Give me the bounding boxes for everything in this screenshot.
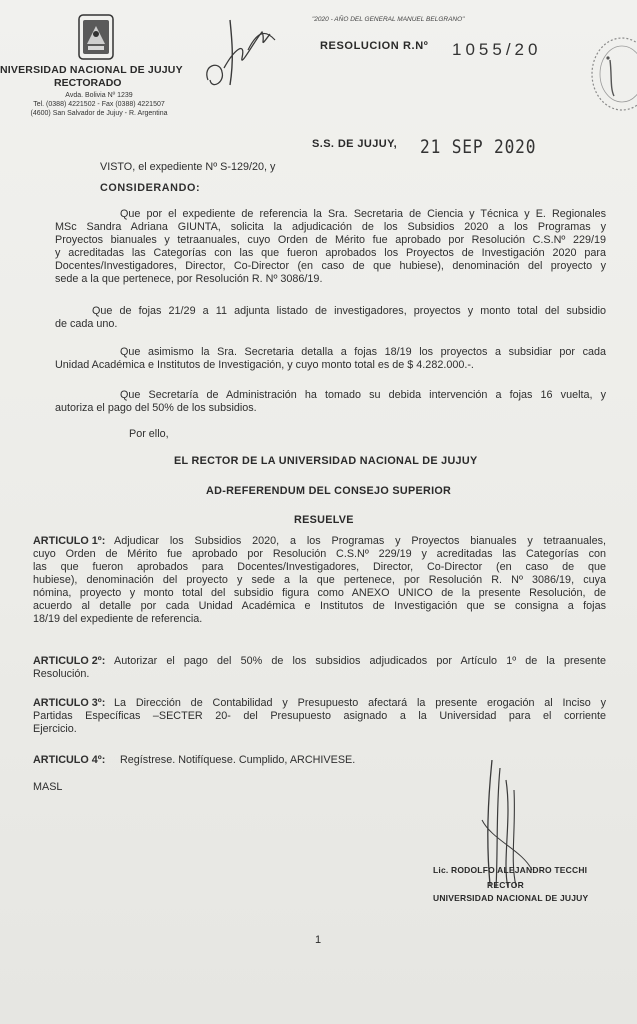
- university-crest-icon: [78, 14, 114, 60]
- para1-line6: sede a la que pertenece, por Resolución R. Nº 3086/19.: [55, 273, 323, 285]
- para4-line2: autoriza el pago del 50% de los subsidios.: [55, 402, 257, 414]
- article4-label: ARTICULO 4º:: [33, 754, 106, 766]
- article1-line6: acuerdo al detalle por cada Unidad Académica e Institutos de Investigación que se consigna a fojas: [33, 600, 606, 612]
- para1-line2: MSc Sandra Adriana GIUNTA, solicita la adjudicación de los Subsidios 2020 a los Programas y: [55, 221, 606, 233]
- article1-line7: 18/19 del expediente de referencia.: [33, 613, 203, 625]
- article1-line4: hubiese), denominación del proyecto y sede a la que pertenece, por Resolución R. Nº 3086/19, cuya: [33, 574, 606, 586]
- office-name: RECTORADO: [54, 77, 122, 89]
- article1-line5: nómina, proyecto y monto total del subsidio figura como ANEXO UNICO de la presente Resolución, de: [33, 587, 606, 599]
- date-stamp: 21 SEP 2020: [420, 136, 537, 158]
- signatory-role: RECTOR: [487, 880, 524, 890]
- resolution-number: 1055/20: [452, 40, 542, 59]
- article1-line1: Adjudicar los Subsidios 2020, a los Programas y Proyectos bianuales y tetraanuales,: [114, 535, 606, 547]
- article3-line3: Ejercicio.: [33, 723, 77, 735]
- page-number: 1: [315, 934, 322, 946]
- article1-line3: las que fueron aprobados para Docentes/Investigadores, Director, Co-Director (en caso de que: [33, 561, 606, 573]
- address-line-2: Tel. (0388) 4221502 - Fax (0388) 4221507: [33, 101, 165, 108]
- article3-label: ARTICULO 3º:: [33, 697, 106, 709]
- signatory-institution: UNIVERSIDAD NACIONAL DE JUJUY: [433, 893, 589, 903]
- place-label: S.S. DE JUJUY,: [312, 138, 398, 150]
- address-line-3: (4600) San Salvador de Jujuy - R. Argentina: [30, 110, 168, 117]
- para1-line4: y acreditadas las Categorías con las que fueron aprobados los Proyectos de Investigación 2020 para: [55, 247, 606, 259]
- initials-text: MASL: [33, 781, 63, 793]
- para2-line2: de cada uno.: [55, 318, 118, 330]
- year-motto: "2020 - AÑO DEL GENERAL MANUEL BELGRANO": [312, 16, 465, 23]
- ad-referendum-heading: AD-REFERENDUM DEL CONSEJO SUPERIOR: [206, 485, 452, 497]
- article2-line1: Autorizar el pago del 50% de los subsidios adjudicados por Artículo 1º de la presente: [114, 655, 606, 667]
- para3-line2: Unidad Académica e Institutos de Investigación, y cuyo monto total es de $ 4.282.000.-.: [55, 359, 474, 371]
- rector-heading: EL RECTOR DE LA UNIVERSIDAD NACIONAL DE JUJUY: [174, 455, 478, 467]
- article1-label: ARTICULO 1º:: [33, 535, 106, 547]
- handwritten-initials-icon: [200, 10, 290, 100]
- para1-line5: Docentes/Investigadores, Director, Co-Director (en caso de que hubiese), denominación del proyecto y: [55, 260, 606, 272]
- signatory-name: Lic. RODOLFO ALEJANDRO TECCHI: [433, 865, 588, 875]
- article3-line1: La Dirección de Contabilidad y Presupuesto afectará la presente erogación al Inciso y: [114, 697, 606, 709]
- university-name: NIVERSIDAD NACIONAL DE JUJUY: [0, 64, 183, 76]
- para1-line1: Que por el expediente de referencia la Sra. Secretaria de Ciencia y Técnica y E. Regionales: [120, 208, 606, 220]
- article2-label: ARTICULO 2º:: [33, 655, 106, 667]
- para1-line3: Proyectos bianuales y tetraanuales, cuyo Orden de Mérito fue aprobado por Resolución C.S.Nº 229/19: [55, 234, 606, 246]
- article2-line2: Resolución.: [33, 668, 90, 680]
- para2-line1: Que de fojas 21/29 a 11 adjunta listado de investigadores, proyectos y monto total del subsidio: [92, 305, 606, 317]
- para3-line1: Que asimismo la Sra. Secretaria detalla a fojas 18/19 los proyectos a subsidiar por cada: [120, 346, 606, 358]
- article4-text: Regístrese. Notifíquese. Cumplido, ARCHIVESE.: [120, 754, 356, 766]
- por-ello-text: Por ello,: [129, 428, 169, 440]
- resuelve-heading: RESUELVE: [294, 514, 354, 526]
- para4-line1: Que Secretaría de Administración ha tomado su debida intervención a fojas 16 vuelta, y: [120, 389, 606, 401]
- article1-line2: cuyo Orden de Mérito fue aprobado por Resolución C.S.Nº 229/19 y acreditadas las Categorías con: [33, 548, 606, 560]
- considerando-heading: CONSIDERANDO:: [100, 182, 201, 194]
- resolution-label: RESOLUCION R.Nº: [320, 40, 429, 52]
- official-stamp-icon: [588, 36, 637, 112]
- address-line-1: Avda. Bolivia Nº 1239: [65, 92, 133, 99]
- article3-line2: Partidas Específicas –SECTER 20- del Presupuesto asignado a la Universidad para el corriente: [33, 710, 606, 722]
- visto-text: VISTO, el expediente Nº S-129/20, y: [100, 161, 276, 173]
